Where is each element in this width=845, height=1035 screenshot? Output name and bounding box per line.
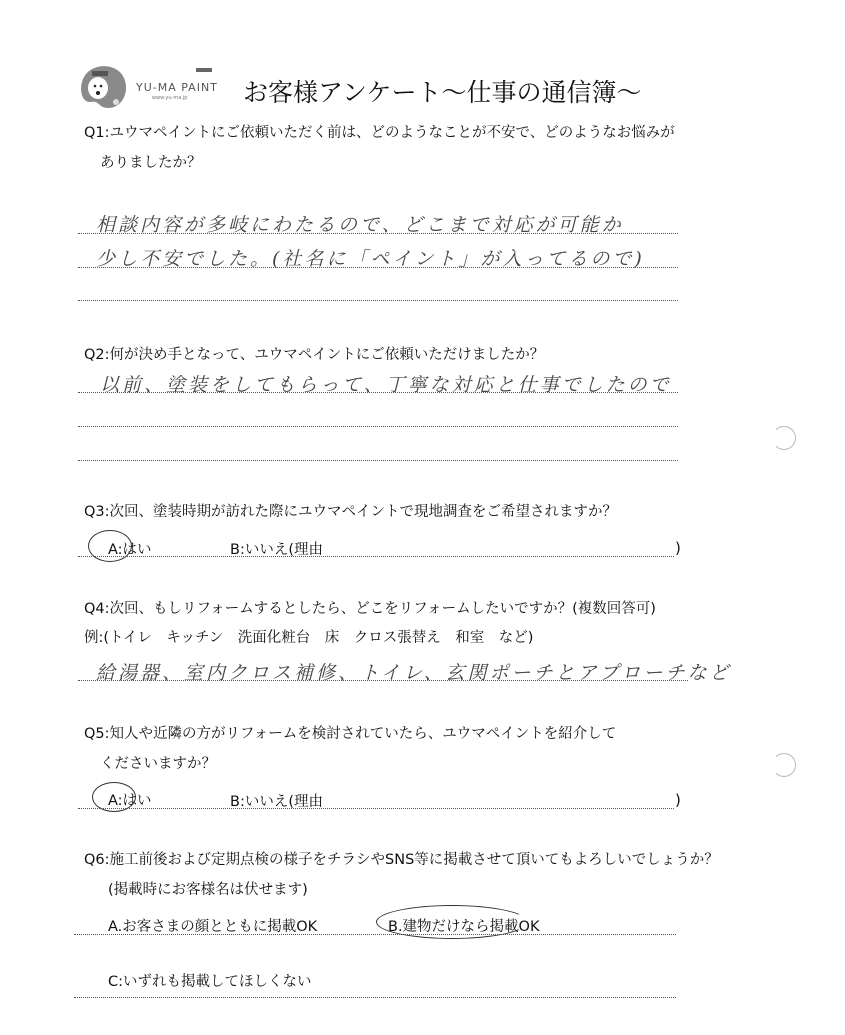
q4-question: Q4:次回、もしリフォームするとしたら、どこをリフォームしたいですか？(複数回答可): [84, 601, 656, 617]
answer-line: [78, 300, 678, 301]
answer-line: [78, 460, 678, 461]
punch-hole: [772, 426, 796, 450]
answer-line: [78, 267, 678, 268]
selected-circle-mark: [88, 530, 132, 562]
q2-answer-line1: 以前、塗装をしてもらって、丁寧な対応と仕事でしたので: [100, 374, 672, 396]
q2-question: Q2:何が決め手となって、ユウマペイントにご依頼いただけましたか？: [84, 347, 545, 363]
answer-line: [74, 934, 676, 935]
q1-answer-line2: 少し不安でした。(社名に「ペイント」が入ってるので): [96, 248, 645, 270]
q5-option-a[interactable]: A:はい: [108, 793, 152, 809]
q6-note: (掲載時にお客様名は伏せます): [108, 882, 308, 898]
page-title: お客様アンケート～仕事の通信簿～: [243, 78, 642, 107]
q1-question-cont: ありましたか？: [100, 155, 202, 171]
q5-question-cont: くださいますか？: [100, 756, 216, 772]
logo: [78, 62, 238, 112]
paint-roller-icon: [196, 68, 212, 72]
q5-question: Q5:知人や近隣の方がリフォームを検討されていたら、ユウマペイントを紹介して: [84, 726, 617, 742]
logo-text: YU-MA PAINT: [136, 81, 218, 94]
q3-close-paren: ): [675, 539, 681, 557]
q4-example: 例:(トイレ キッチン 洗面化粧台 床 クロス張替え 和室 など): [84, 630, 534, 646]
q3-question: Q3:次回、塗装時期が訪れた際にユウマペイントで現地調査をご希望されますか？: [84, 504, 618, 520]
q6-option-c[interactable]: C:いずれも掲載してほしくない: [108, 974, 312, 990]
answer-line: [78, 808, 674, 809]
q5-option-b[interactable]: B:いいえ(理由: [230, 794, 323, 810]
q1-question: Q1:ユウマペイントにご依頼いただく前は、どのようなことが不安で、どのようなお悩みが: [84, 125, 675, 141]
q6-question: Q6:施工前後および定期点検の様子をチラシやSNS等に掲載させて頂いてもよろしいでしょうか？: [84, 852, 719, 868]
answer-line: [74, 997, 676, 998]
q6-option-a[interactable]: A.お客さまの顔とともに掲載OK: [108, 919, 318, 935]
punch-hole: [772, 753, 796, 777]
answer-line: [78, 233, 678, 234]
q3-option-b[interactable]: B:いいえ(理由: [230, 542, 323, 558]
answer-line: [78, 680, 688, 681]
answer-line: [78, 392, 678, 393]
answer-line: [78, 556, 674, 557]
q3-option-a[interactable]: A:はい: [108, 542, 152, 558]
dog-logo-icon: [78, 62, 128, 112]
logo-url: www.yu-ma.jp: [152, 95, 188, 101]
q6-option-b[interactable]: B.建物だけなら掲載OK: [388, 919, 540, 935]
q1-answer-line1: 相談内容が多岐にわたるので、どこまで対応が可能か: [96, 214, 624, 236]
q4-answer-line1: 給湯器、室内クロス補修、トイレ、玄関ポーチとアプローチなど: [96, 662, 732, 684]
q5-close-paren: ): [675, 791, 681, 809]
answer-line: [78, 426, 678, 427]
